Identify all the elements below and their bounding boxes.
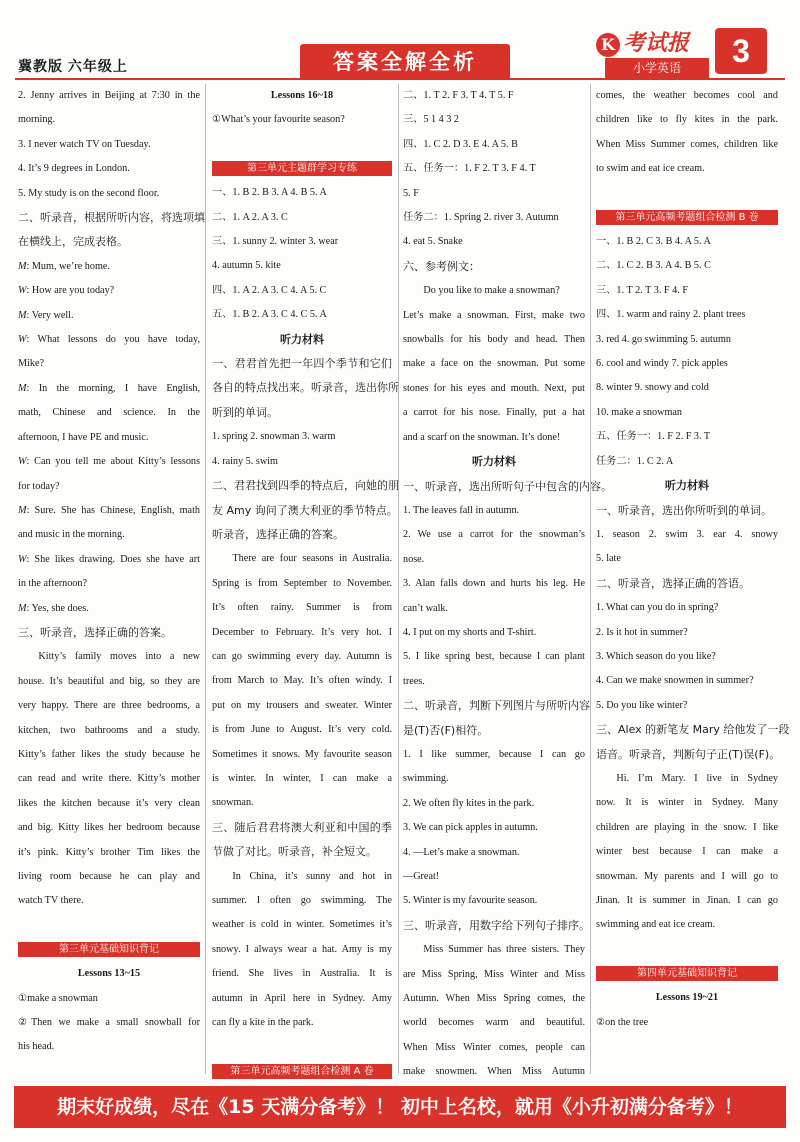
text-line: stones for his eyes and mouth. Next, put [403, 382, 585, 394]
text-line: very happy. There are three bedrooms, a [18, 700, 200, 712]
speaker-label: M [18, 602, 27, 614]
text-line: is from June to August. It’s very cold. [212, 724, 392, 736]
text-line: 二、君君找到四季的特点后，向她的朋 [212, 479, 399, 493]
section-heading: 第三单元基础知识背记 [18, 942, 200, 957]
text-line: 四、1. warm and rainy 2. plant trees [596, 309, 746, 321]
text-line: ①What’s your favourite season? [212, 114, 345, 126]
section-heading: 第三单元高频考题组合检测 B 卷 [596, 210, 778, 225]
text-line: Mike? [18, 358, 45, 370]
text-line: W: Can you tell me about Kitty’s lessons [18, 456, 200, 468]
section-heading: 第四单元基础知识背记 [596, 966, 778, 981]
text-line: 2. Jenny arrives in Beijing at 7:30 in the [18, 90, 200, 101]
text-line: Hi. I’m Mary. I live in Sydney [616, 772, 778, 784]
text-line: world becomes warm and beautiful. [403, 1017, 585, 1029]
subject-label: 小学英语 [605, 58, 709, 78]
text-line: 节做了对比。听录音，补全短文。 [212, 845, 377, 859]
text-line: 4. eat 5. Snake [403, 236, 463, 248]
text-line: 8. winter 9. snowy and cold [596, 382, 709, 394]
text-line [212, 133, 392, 157]
text-line: can go swimming every day. Autumn is [212, 650, 392, 662]
text-line: W: How are you today? [18, 285, 115, 297]
text-line: 4. rainy 5. swim [212, 455, 278, 467]
text-line: 一、听录音，选出你所听到的单词。 [596, 503, 772, 517]
text-line: and big. Kitty likes her bedroom because [18, 822, 200, 834]
text-line: 任务二：1. Spring 2. river 3. Autumn [403, 212, 559, 224]
text-line: likes the kitchen because it’s very clean [18, 797, 200, 809]
section-heading: 第三单元高频考题组合检测 A 卷 [212, 1064, 392, 1079]
speaker-label: W [18, 456, 27, 468]
text-line: 在横线上，完成表格。 [18, 235, 128, 249]
text-line: 3. We can pick apples in autumn. [403, 822, 538, 834]
text-line: 各自的特点找出来。听录音，选出你所 [212, 381, 399, 395]
text-line: When Miss Winter comes, people can [403, 1041, 585, 1053]
text-line: 3. I never watch TV on Tuesday. [18, 138, 151, 150]
text-line: 3. red 4. go swimming 5. autumn [596, 333, 731, 345]
text-line: friend. She lives in Australia. It is [212, 968, 392, 980]
footer-ad-banner: 期末好成绩，尽在《15 天满分备考》！ 初中上名校，就用《小升初满分备考》！ [14, 1086, 786, 1128]
text-line: Kitty’s family moves into a new [38, 651, 200, 663]
text-line: When Miss Summer comes, children like [596, 138, 778, 150]
text-line: 二、听录音，判断下列图片与所听内容 [403, 699, 590, 713]
text-line: 5. Winter is my favourite season. [403, 895, 538, 907]
column-divider [590, 84, 591, 1074]
speaker-label: M [18, 504, 27, 516]
text-line: children like to fly kites in the park. [596, 114, 778, 126]
column-divider [205, 84, 206, 1074]
text-line: 5. My study is on the second floor. [18, 187, 160, 199]
text-line: 一、1. B 2. C 3. B 4. A 5. A [596, 236, 711, 248]
text-line: and music in the morning. [18, 529, 125, 541]
text-line: 听力材料 [472, 455, 516, 469]
text-line: and a scarf on the snowman. It’s done! [403, 431, 561, 443]
text-line: Lessons 16~18 [270, 90, 334, 101]
text-line: 5. Do you like winter? [596, 699, 688, 711]
text-line: Lessons 19~21 [655, 992, 719, 1004]
text-line: it’s pink. Kitty’s brother Tim likes the [18, 846, 200, 858]
text-line: 5. F [403, 187, 419, 199]
text-line: Sometimes it snows. My favourite season [212, 748, 392, 760]
text-line: 4. I put on my shorts and T-shirt. [403, 626, 537, 638]
text-line: Autumn. When Miss Spring comes, the [403, 993, 585, 1005]
text-line: ①make a snowman [18, 992, 98, 1004]
speaker-label: M [18, 382, 27, 394]
text-line: 是(T)否(F)相符。 [403, 723, 489, 737]
text-line [596, 938, 778, 962]
text-line: 3. Alan falls down and hurts his leg. He [403, 578, 585, 590]
text-line [18, 914, 200, 938]
text-line: 三、随后君君将澳大利亚和中国的季 [212, 820, 392, 834]
text-line: for today? [18, 480, 60, 492]
text-line: 1. The leaves fall in autumn. [403, 504, 520, 516]
text-line: his head. [18, 1041, 55, 1053]
text-line: 6. cool and windy 7. pick apples [596, 358, 728, 370]
speaker-label: M [18, 309, 27, 321]
text-line [212, 1035, 392, 1059]
text-line: W: She likes drawing. Does she have art [18, 553, 200, 565]
text-line: house. It’s beautiful and big, so they are [18, 675, 200, 687]
text-line: 四、1. C 2. D 3. E 4. A 5. B [403, 138, 518, 150]
text-line: afternoon, I have PE and music. [18, 431, 149, 443]
text-line: December to February. It’s very hot. I [212, 626, 392, 638]
text-line: M: In the morning, I have English, [18, 382, 200, 394]
text-line: to swim and eat ice cream. [596, 163, 705, 175]
text-line: comes, the weather becomes cool and [596, 90, 778, 101]
text-line: autumn in April here in Sydney. Amy [212, 992, 392, 1004]
text-line: snowballs for his body and head. Then [403, 334, 585, 346]
text-line: snowy. I always wear a hat. Amy is my [212, 943, 392, 955]
text-line: summer. I often go swimming. The [212, 895, 392, 906]
text-line: Do you like to make a snowman? [423, 285, 560, 297]
text-line: trees. [403, 675, 425, 687]
text-line: 二、1. T 2. F 3. T 4. T 5. F [403, 90, 514, 101]
text-line: watch TV there. [18, 895, 84, 907]
text-line: 语音。听录音，判断句子正(T)误(F)。 [596, 747, 781, 761]
column-4 [596, 84, 790, 1035]
text-line: 三、Alex 的新笔友 Mary 给他发了一段 [596, 723, 790, 737]
text-line: from March to May. It’s often windy. I [212, 675, 392, 687]
text-line: children are playing in the snow. I like [596, 821, 778, 833]
text-line: 六、参考例文： [403, 259, 480, 273]
text-line: 4. It’s 9 degrees in London. [18, 163, 130, 175]
text-line: living room because he can play and [18, 871, 200, 882]
text-line: kitchen, two bathrooms and a study. [18, 724, 200, 736]
page-number: 3 [715, 28, 767, 74]
text-line: 三、1. T 2. T 3. F 4. F [596, 284, 688, 296]
text-line: 友 Amy 询问了澳大利亚的季节特点。 [212, 503, 398, 517]
text-line: make a face on the snowman. Put some [403, 358, 585, 370]
text-line: 任务二：1. C 2. A [596, 455, 674, 467]
text-line: ②on the tree [596, 1016, 649, 1028]
text-line: can fly a kite in the park. [212, 1017, 314, 1029]
column-2 [212, 84, 399, 1084]
header-divider [15, 78, 785, 80]
text-line: snowman. My parents and I will go to [596, 870, 778, 882]
page-banner-title: 答案全解全析 [300, 44, 510, 80]
text-line: 2. Is it hot in summer? [596, 626, 688, 638]
text-line: 4. autumn 5. kite [212, 260, 281, 272]
text-line: 五、任务一：1. F 2. F 3. T [596, 431, 711, 443]
text-line: 三、5 1 4 3 2 [403, 114, 460, 126]
text-line: 2. We often fly kites in the park. [403, 797, 535, 809]
text-line: 二、听录音，根据所听内容，将选项填 [18, 211, 205, 225]
text-line: M: Very well. [18, 309, 74, 321]
edition-label: 冀教版 六年级上 [18, 58, 128, 74]
speaker-label: W [18, 553, 27, 565]
text-line: M: Sure. She has Chinese, English, math [18, 504, 200, 516]
text-line: It’s often rainy. Summer is from [212, 602, 392, 614]
text-line: 四、1. A 2. A 3. C 4. A 5. C [212, 284, 327, 296]
text-line: make snowmen. When Miss Autumn [403, 1066, 585, 1078]
text-line: 1. spring 2. snowman 3. warm [212, 431, 336, 443]
text-line: put on my trousers and sweater. Winter [212, 699, 392, 711]
text-line: 5. I like spring best, because I can plant [403, 651, 585, 663]
text-line: 一、听录音，选出所听句子中包含的内容。 [403, 479, 612, 493]
text-line: M: Yes, she does. [18, 602, 89, 614]
text-line: nose. [403, 553, 425, 565]
text-line: Kitty’s father likes the study because he [18, 748, 200, 760]
column-1 [18, 84, 205, 1060]
text-line: snowman. [212, 797, 254, 809]
text-line: 五、任务一：1. F 2. T 3. F 4. T [403, 163, 536, 175]
text-line: 听录音，选择正确的答案。 [212, 527, 344, 541]
logo-k-icon: K [596, 33, 620, 57]
text-line: 1. I like summer, because I can go [403, 748, 585, 760]
text-line: 二、1. A 2. A 3. C [212, 211, 288, 223]
text-line: There are four seasons in Australia. [232, 553, 392, 565]
text-line: now. It is winter in Sydney. Many [596, 797, 778, 809]
text-line: Miss Summer has three sisters. They [423, 944, 585, 956]
text-line: can’t walk. [403, 602, 449, 614]
speaker-label: W [18, 285, 27, 297]
text-line: 3. Which season do you like? [596, 650, 716, 662]
text-line: 五、1. B 2. A 3. C 4. C 5. A [212, 309, 327, 321]
text-line: In China, it’s sunny and hot in [232, 870, 392, 882]
text-line: 二、听录音，选择正确的答语。 [596, 576, 750, 590]
text-line: Lessons 13~15 [77, 968, 141, 980]
text-line: a carrot for his nose. Finally, put a hat [403, 407, 585, 419]
section-heading: 第三单元主题群学习专练 [212, 161, 392, 176]
speaker-label: M [18, 260, 27, 272]
text-line: 三、1. sunny 2. winter 3. wear [212, 236, 339, 248]
text-line: M: Mum, we’re home. [18, 260, 110, 272]
text-line: weather is cold in winter. Sometimes it’s [212, 919, 392, 931]
text-line: 三、听录音，选择正确的答案。 [18, 625, 172, 639]
text-line [596, 182, 778, 206]
text-line: 1. What can you do in spring? [596, 602, 719, 614]
text-line: W: What lessons do you have today, [18, 334, 200, 346]
text-line: 三、听录音，用数字给下列句子排序。 [403, 918, 590, 932]
text-line: 4. Can we make snowmen in summer? [596, 675, 754, 687]
text-line: 2. We use a carrot for the snowman’s [403, 529, 585, 541]
text-line: morning. [18, 114, 56, 126]
text-line: are Miss Spring, Miss Winter and Miss [403, 968, 585, 980]
text-line: 听到的单词。 [212, 405, 278, 419]
text-line: math, Chinese and science. In the [18, 407, 200, 419]
speaker-label: W [18, 334, 27, 346]
text-line: 听力材料 [665, 479, 709, 493]
text-line: Let’s make a snowman. First, make two [403, 309, 585, 321]
text-line: winter best because I can make a [596, 846, 778, 858]
text-line: 一、君君首先把一年四个季节和它们 [212, 357, 392, 371]
text-line: 听力材料 [280, 332, 324, 346]
column-divider [398, 84, 399, 1074]
text-line: is winter. In winter, I can make a [212, 772, 392, 784]
text-line: 10. make a snowman [596, 406, 683, 418]
text-line: can read and write there. Kitty’s mother [18, 773, 200, 785]
text-line: 5. late [596, 553, 621, 565]
text-line: ②Then we make a small snowball for [18, 1017, 200, 1029]
text-line: 1. season 2. swim 3. ear 4. snowy [596, 528, 778, 540]
logo-text: 考试报 [623, 30, 690, 56]
text-line: swimming. [403, 773, 449, 785]
text-line: Jinan. It is summer in Jinan. I can go [596, 895, 778, 906]
publisher-logo [596, 26, 689, 57]
text-line: —Great! [403, 871, 440, 882]
text-line: Spring is from September to November. [212, 577, 392, 589]
text-line: 二、1. C 2. B 3. A 4. B 5. C [596, 260, 711, 272]
text-line: swimming and eat ice cream. [596, 919, 716, 931]
text-line: 4. —Let’s make a snowman. [403, 846, 520, 858]
text-line: in the afternoon? [18, 578, 88, 590]
text-line: 一、1. B 2. B 3. A 4. B 5. A [212, 187, 327, 199]
